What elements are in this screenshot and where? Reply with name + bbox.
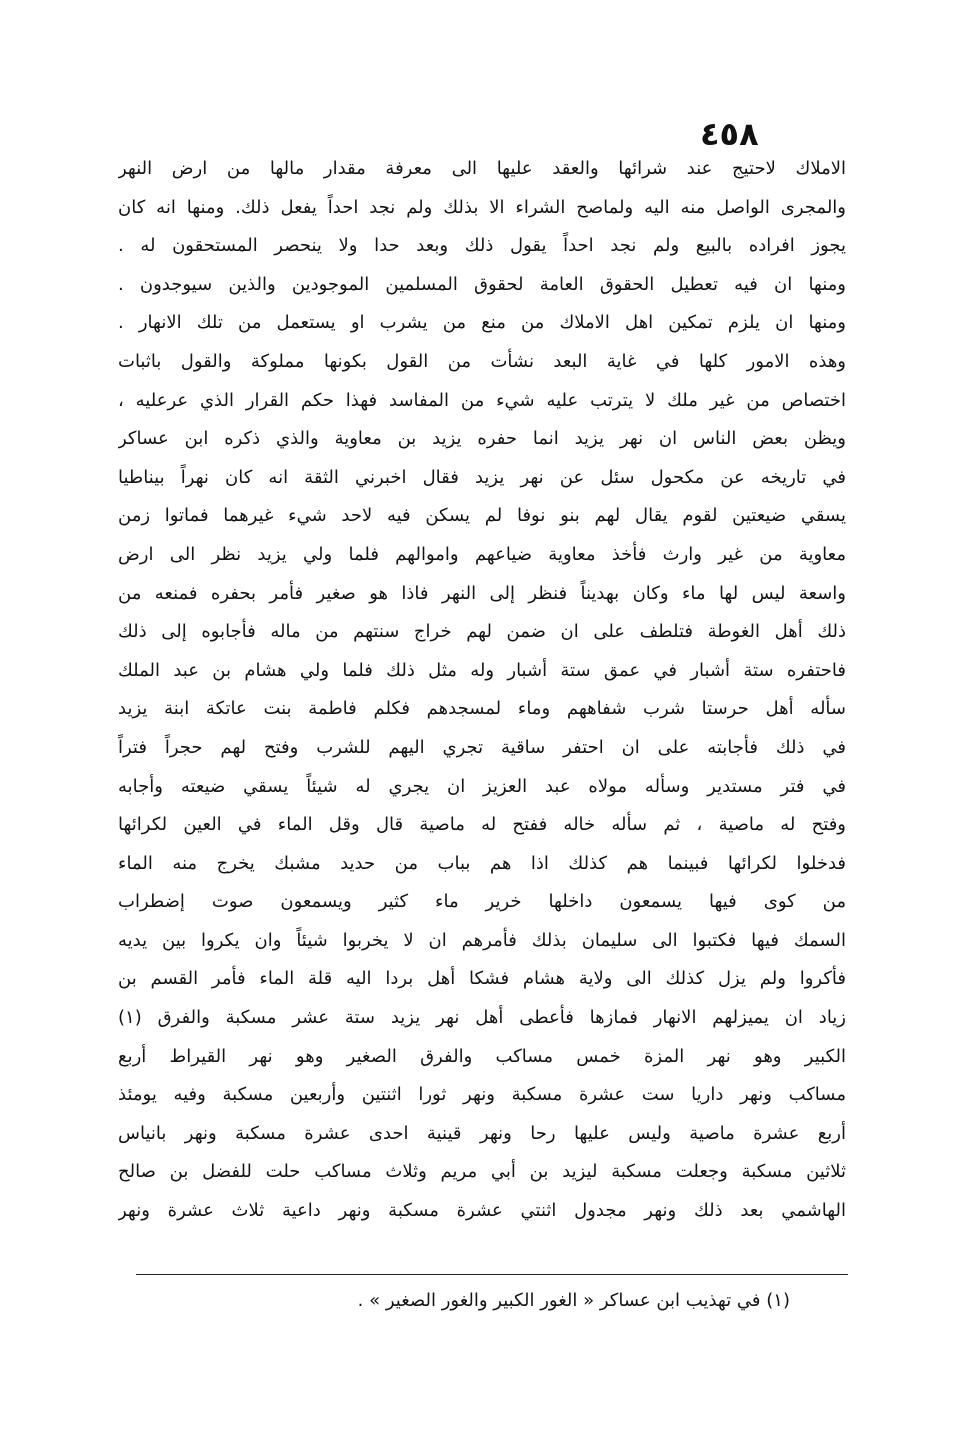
text-line: ويظن بعض الناس ان نهر يزيد انما حفره يزيد بن معاوية والذي ذكره ابن عساكر — [118, 428, 846, 450]
text-line: فأكروا ولم يزل كذلك الى ولاية هشام فشكا أهل بردا اليه قلة الماء فأمر القسم بن — [118, 968, 846, 990]
text-line: من كوى فيها يسمعون داخلها خرير ماء كثير ويسمعون صوت إضطراب — [118, 891, 846, 913]
text-line: وفتح له ماصية ، ثم سأله خاله ففتح له ماصية قال وقل الماء في العين لكرائها — [118, 814, 846, 836]
footnote-separator — [136, 1274, 848, 1275]
text-line: أربع عشرة ماصية وليس عليها رحا ونهر قينية احدى عشرة مسكبة ونهر بانياس — [118, 1122, 846, 1144]
text-line: والمجرى الواصل منه اليه ولماصح الشراء الا بذلك ولم نجد احداً يفعل ذلك. ومنها انه كان — [118, 196, 846, 218]
footnote: (١) في تهذيب ابن عساكر « الغور الكبير والغور الصغير » . — [357, 1290, 790, 1311]
text-line: سأله أهل حرستا شرب شفاههم وماء لمسجدهم فكلم فاطمة بنت عاتكة ابنة يزيد — [118, 698, 846, 720]
text-line: اختصاص من غير ملك لا يترتب عليه شيء من المفاسد فهذا حكم القرار الذي عرعليه ، — [118, 389, 846, 411]
text-line: ومنها ان يلزم تمكين اهل الاملاك من منع من يشرب او يستعمل من تلك الانهار . — [118, 312, 846, 334]
text-line: وهذه الامور كلها في غاية البعد نشأت من القول بكونها مملوكة والقول باثبات — [118, 350, 846, 372]
text-line: يسقي ضيعتين لقوم يقال لهم بنو نوفا لم يسكن فيه لاحد شيء غيرهما فماتوا زمن — [118, 505, 846, 527]
text-line: فاحتفره ستة أشبار في عمق ستة أشبار وله مثل ذلك فلما ولي هشام بن عبد الملك — [118, 659, 846, 681]
text-line: فدخلوا لكرائها فبينما هم كذلك اذا هم بباب من حديد مشبك يخرج منه الماء — [118, 852, 846, 874]
body-text — [118, 150, 846, 1231]
text-line: يجوز افراده بالبيع ولم نجد احداً يقول ذلك وبعد حدا ولا ينحصر المستحقون له . — [118, 235, 846, 257]
page-number: ٤٥٨ — [700, 115, 759, 153]
text-line: الهاشمي بعد ذلك ونهر مجدول اثنتي عشرة مسكبة ونهر داعية ثلاث عشرة ونهر — [118, 1200, 846, 1222]
text-line: السمك فيها فكتبوا الى سليمان بذلك فأمرهم ان لا يخربوا شيئاً وان يكروا بين يديه — [118, 929, 846, 951]
text-line: ثلاثين مسكبة وجعلت مسكبة ليزيد بن أبي مريم وثلاث مساكب حلت للفضل بن صالح — [118, 1161, 846, 1183]
text-line: زياد ان يميزلهم الانهار فمازها فأعطى أهل نهر يزيد ستة عشر مسكبة والفرق (١) — [118, 1007, 846, 1029]
text-line: الاملاك لاحتيج عند شرائها والعقد عليها الى معرفة مقدار مالها من ارض النهر — [118, 158, 846, 179]
text-line: في ذلك فأجابته على ان احتفر ساقية تجري اليهم للشرب وفتح لهم حجراً فتراً — [118, 736, 846, 758]
text-line: ومنها ان فيه تعطيل الحقوق العامة لحقوق المسلمين الموجودين والذين سيوجدون . — [118, 273, 846, 295]
text-line: الكبير وهو نهر المزة خمس مساكب والفرق الصغير وهو نهر القيراط أربع — [118, 1045, 846, 1067]
text-line: ذلك أهل الغوطة فتلطف على ان ضمن لهم خراج سنتهم من ماله فأجابوه إلى ذلك — [118, 621, 846, 643]
text-line: معاوية من غير وارث فأخذ معاوية ضياعهم واموالهم فلما ولي يزيد نظر الى ارض — [118, 543, 846, 565]
text-line: واسعة ليس لها ماء وكان بهديناً فنظر إلى النهر فاذا هو صغير فأمر بحفره فمنعه من — [118, 582, 846, 604]
text-line: في تاريخه عن مكحول سئل عن نهر يزيد فقال اخبرني الثقة انه كان نهراً بيناطيا — [118, 466, 846, 488]
text-line: في فتر مستدير وسأله مولاه عبد العزيز ان يجري له شيئاً يسقي ضيعته وأجابه — [118, 775, 846, 797]
text-line: مساكب ونهر داريا ست عشرة مسكبة ونهر ثورا اثنتين وأربعين مسكبة وفيه يومئذ — [118, 1084, 846, 1106]
